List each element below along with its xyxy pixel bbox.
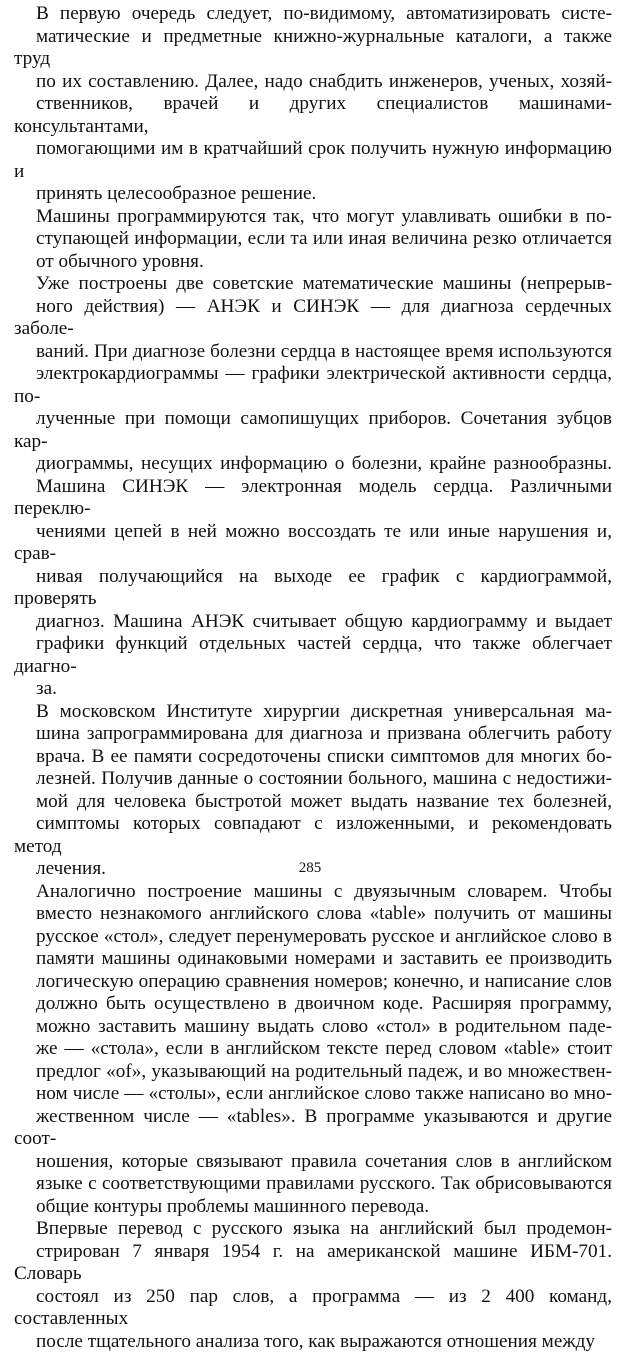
text-line: матические и предметные книжно-журнальные каталоги, а также труд <box>14 26 612 71</box>
text-line: лученные при помощи самопишущих приборов. Сочетания зубцов кар- <box>14 408 612 453</box>
text-line: за. <box>14 678 612 701</box>
text-line: шина запрограммирована для диагноза и призвана облегчить работу <box>14 723 612 746</box>
text-line: помогающими им в кратчайший срок получить нужную информацию и <box>14 138 612 183</box>
text-line: мой для человека быстротой может выдать название тех болезней, <box>14 791 612 814</box>
text-line: должно быть осуществлено в двоичном коде. Расширяя программу, <box>14 993 612 1016</box>
paragraph <box>14 881 612 1219</box>
text-line: ваний. При диагнозе болезни сердца в настоящее время используются <box>14 341 612 364</box>
text-line: состоял из 250 пар слов, а программа — из 2 400 команд, составленных <box>14 1286 612 1331</box>
text-line: Аналогично построение машины с двуязычным словарем. Чтобы <box>14 881 612 904</box>
text-line: языке с соответствующими правилами русского. Так обрисовываются <box>14 1173 612 1196</box>
text-line: же — «стола», если в английском тексте перед словом «table» стоит <box>14 1038 612 1061</box>
paragraph <box>14 273 612 701</box>
text-line: ного действия) — АНЭК и СИНЭК — для диагноза сердечных заболе- <box>14 296 612 341</box>
text-line: Уже построены две советские математические машины (непрерыв- <box>14 273 612 296</box>
text-line: В первую очередь следует, по-видимому, автоматизировать систе- <box>14 3 612 26</box>
text-line: нивая получающийся на выходе ее график с кардиограммой, проверять <box>14 566 612 611</box>
text-line: ношения, которые связывают правила сочетания слов в английском <box>14 1151 612 1174</box>
text-line: русское «стол», следует перенумеровать русское и английское слово в <box>14 926 612 949</box>
paragraph <box>14 701 612 881</box>
text-line: после тщательного анализа того, как выражаются отношения между <box>14 1331 612 1353</box>
text-body <box>14 3 612 1353</box>
text-line: графики функций отдельных частей сердца, что также облегчает диагно- <box>14 633 612 678</box>
text-line: лезней. Получив данные о состоянии больного, машина с недостижи- <box>14 768 612 791</box>
text-line: ном числе — «столы», если английское слово также написано во мно- <box>14 1083 612 1106</box>
text-line: Машина СИНЭК — электронная модель сердца. Различными переклю- <box>14 476 612 521</box>
text-line: врача. В ее памяти сосредоточены списки симптомов для многих бо- <box>14 746 612 769</box>
text-line: диагноз. Машина АНЭК считывает общую кардиограмму и выдает <box>14 611 612 634</box>
text-line: ступающей информации, если та или иная величина резко отличается <box>14 228 612 251</box>
text-line: логическую операцию сравнения номеров; конечно, и написание слов <box>14 971 612 994</box>
text-line: предлог «of», указывающий на родительный падеж, и во множествен- <box>14 1061 612 1084</box>
text-line: ственников, врачей и других специалистов машинами-консультантами, <box>14 93 612 138</box>
text-line: стрирован 7 января 1954 г. на американской машине ИБМ-701. Словарь <box>14 1241 612 1286</box>
text-line: общие контуры проблемы машинного перевода. <box>14 1196 612 1219</box>
text-line: В московском Институте хирургии дискретная универсальная ма- <box>14 701 612 724</box>
text-line: принять целесообразное решение. <box>14 183 612 206</box>
page-number: 285 <box>0 859 620 877</box>
text-line: вместо незнакомого английского слова «table» получить от машины <box>14 903 612 926</box>
text-line: от обычного уровня. <box>14 251 612 274</box>
text-line: симптомы которых совпадают с изложенными, и рекомендовать метод <box>14 813 612 858</box>
text-line: электрокардиограммы — графики электрической активности сердца, по- <box>14 363 612 408</box>
text-line: можно заставить машину выдать слово «стол» в родительном паде- <box>14 1016 612 1039</box>
paragraph <box>14 1218 612 1353</box>
text-line: диограммы, несущих информацию о болезни, крайне разнообразны. <box>14 453 612 476</box>
text-line: памяти машины одинаковыми номерами и заставить ее производить <box>14 948 612 971</box>
text-line: Машины программируются так, что могут улавливать ошибки в по- <box>14 206 612 229</box>
text-line: жественном числе — «tables». В программе указываются и другие соот- <box>14 1106 612 1151</box>
text-line: чениями цепей в ней можно воссоздать те или иные нарушения и, срав- <box>14 521 612 566</box>
text-line: по их составлению. Далее, надо снабдить инженеров, ученых, хозяй- <box>14 71 612 94</box>
paragraph <box>14 206 612 274</box>
text-line: Впервые перевод с русского языка на английский был продемон- <box>14 1218 612 1241</box>
paragraph <box>14 3 612 206</box>
text-line: лечения. <box>14 858 612 881</box>
